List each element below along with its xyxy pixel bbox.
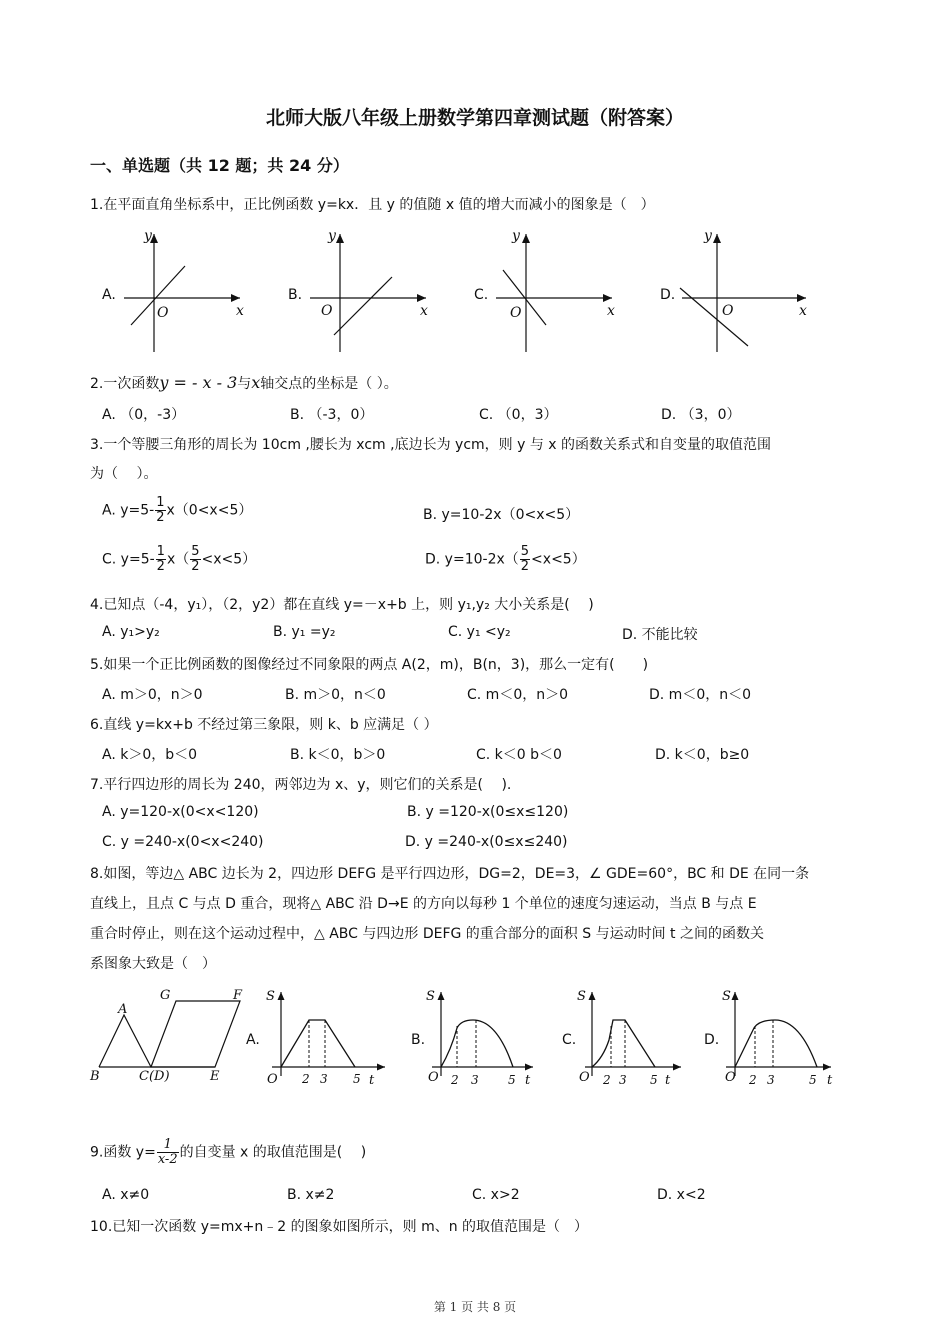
page-footer: 第 1 页 共 8 页 xyxy=(433,1300,517,1314)
fraction-denominator: x-2 xyxy=(157,1152,178,1167)
graph-a-curve xyxy=(281,1020,355,1067)
tick-2: 2 xyxy=(603,1073,611,1087)
question-9-stem xyxy=(90,1138,366,1167)
q7-option-d[interactable]: D. y =240-x(0≤x≤240) xyxy=(405,834,568,850)
origin-label: O xyxy=(510,305,522,321)
fraction-numerator: 5 xyxy=(191,544,200,559)
tick-5: 5 xyxy=(508,1073,516,1087)
tick-2: 2 xyxy=(302,1072,310,1086)
q9-option-d[interactable]: D. x<2 xyxy=(657,1187,706,1203)
fraction-five-halves xyxy=(190,545,200,574)
x-label: x xyxy=(420,303,428,319)
q4-option-b[interactable]: B. y₁ =y₂ xyxy=(273,624,336,640)
origin-label: O xyxy=(321,303,333,319)
s-t-graph-option-c xyxy=(562,989,681,1088)
graph-b-label: B. xyxy=(288,287,303,303)
q4-option-c[interactable]: C. y₁ <y₂ xyxy=(448,624,511,640)
q9-stem-part-a: 9.函数 y= xyxy=(90,1144,156,1161)
s-t-graph-option-d xyxy=(704,989,833,1088)
q2-stem-part-b: 与 xyxy=(237,376,252,392)
fraction-numerator: 5 xyxy=(520,544,530,559)
question-8-stem-line-1: 8.如图，等边△ ABC 边长为 2，四边形 DEFG 是平行四边形，DG=2，DE=3，∠ GDE=60°，BC 和 DE 在同一条 xyxy=(90,866,810,882)
s-label: S xyxy=(426,989,435,1004)
question-7-stem: 7.平行四边形的周长为 240，两邻边为 x、y，则它们的关系是( ). xyxy=(90,777,512,793)
line-graph xyxy=(680,288,748,346)
q2-stem-part-a: 2.一次函数 xyxy=(90,376,160,392)
q3-option-a[interactable] xyxy=(102,496,252,525)
y-label: y xyxy=(328,228,336,244)
x-label: x xyxy=(799,303,807,319)
q5-option-b[interactable]: B. m＞0，n＜0 xyxy=(285,687,386,703)
fraction-five-halves xyxy=(520,545,530,574)
point-f-label: F xyxy=(233,988,243,1003)
y-label: y xyxy=(512,228,520,244)
graph-c-label: C. xyxy=(562,1032,577,1048)
x-label: x xyxy=(607,303,615,319)
q3-option-d-suffix: <x<5） xyxy=(531,551,586,568)
question-8-figures xyxy=(85,980,855,1092)
graph-option-b xyxy=(288,228,428,352)
question-8-stem-line-3: 重合时停止，则在这个运动过程中，△ ABC 与四边形 DEFG 的重合部分的面积 S 与运动时间 t 之间的函数关 xyxy=(90,926,764,942)
x-label: x xyxy=(236,303,244,319)
tick-2: 2 xyxy=(749,1073,757,1087)
s-label: S xyxy=(722,989,731,1004)
q5-option-a[interactable]: A. m＞0，n＞0 xyxy=(102,687,203,703)
q3-option-c[interactable] xyxy=(102,545,256,574)
q7-option-a[interactable]: A. y=120-x(0<x<120) xyxy=(102,804,259,820)
q6-option-d[interactable]: D. k＜0，b≥0 xyxy=(655,747,750,763)
s-t-graph-option-a xyxy=(246,989,385,1088)
graph-option-a xyxy=(102,228,244,352)
question-3-stem-line-1: 3.一个等腰三角形的周长为 10cm ,腰长为 xcm ,底边长为 ycm，则 y 与 x 的函数关系式和自变量的取值范围 xyxy=(90,437,772,453)
q3-option-d-prefix: D. y=10-2x（ xyxy=(425,551,519,568)
graph-option-d xyxy=(660,228,807,352)
question-6-stem: 6.直线 y=kx+b 不经过第三象限，则 k、b 应满足（ ） xyxy=(90,717,438,733)
fraction-one-over-x-minus-2 xyxy=(157,1138,179,1167)
q7-option-b[interactable]: B. y =120-x(0≤x≤120) xyxy=(407,804,569,820)
q2-equation: y = - x - 3 xyxy=(159,373,238,392)
q6-option-a[interactable]: A. k＞0，b＜0 xyxy=(102,747,198,763)
triangle-parallelogram-figure xyxy=(89,988,243,1084)
question-3-stem-line-2: 为（ ）。 xyxy=(90,466,158,482)
q6-option-c[interactable]: C. k＜0 b＜0 xyxy=(476,747,562,763)
fraction-denominator: 2 xyxy=(156,559,165,574)
graph-b-label: B. xyxy=(411,1032,426,1048)
origin-label: O xyxy=(579,1070,590,1085)
graph-option-c xyxy=(474,228,615,352)
graph-c-label: C. xyxy=(474,287,489,303)
q3-option-a-suffix: x（0<x<5） xyxy=(166,502,253,519)
fraction-numerator: 1 xyxy=(157,1138,179,1153)
q2-option-d[interactable]: D. （3，0） xyxy=(661,407,741,423)
graph-d-curve xyxy=(735,1020,817,1067)
origin-label: O xyxy=(725,1070,736,1085)
t-label: t xyxy=(665,1073,671,1088)
fraction-denominator: 2 xyxy=(191,559,200,574)
s-label: S xyxy=(577,989,586,1004)
tick-5: 5 xyxy=(353,1072,361,1086)
graph-c-curve xyxy=(592,1020,655,1067)
question-10-stem: 10.已知一次函数 y=mx+n﹣2 的图象如图所示，则 m、n 的取值范围是（ ） xyxy=(90,1219,589,1235)
tick-3: 3 xyxy=(471,1073,479,1087)
q6-option-b[interactable]: B. k＜0，b＞0 xyxy=(290,747,386,763)
fraction-denominator: 2 xyxy=(156,510,165,525)
q3-option-d[interactable] xyxy=(425,545,586,574)
s-label: S xyxy=(266,989,275,1004)
q9-stem-part-b: 的自变量 x 的取值范围是( ) xyxy=(179,1144,367,1161)
question-8-stem-line-4: 系图象大致是（ ） xyxy=(90,956,216,972)
q9-option-c[interactable]: C. x>2 xyxy=(472,1187,520,1203)
q2-stem-part-c: 轴交点的坐标是（ ）。 xyxy=(260,376,398,392)
t-label: t xyxy=(827,1073,833,1088)
line-graph xyxy=(334,277,392,335)
parallelogram-defg xyxy=(151,1001,240,1067)
q3-option-c-suffix: <x<5） xyxy=(201,551,257,568)
fraction-one-half xyxy=(155,496,165,525)
q4-option-a[interactable]: A. y₁>y₂ xyxy=(102,624,160,640)
q3-option-c-middle: x（ xyxy=(166,551,190,568)
q9-option-b[interactable]: B. x≠2 xyxy=(287,1187,335,1203)
q2-x-axis-symbol: x xyxy=(251,373,261,392)
fraction-numerator: 1 xyxy=(156,495,165,510)
point-a-label: A xyxy=(118,1002,128,1017)
q3-option-c-prefix: C. y=5- xyxy=(102,551,155,568)
fraction-denominator: 2 xyxy=(520,559,530,574)
fraction-one-half xyxy=(156,545,166,574)
q9-option-a[interactable]: A. x≠0 xyxy=(102,1187,150,1203)
q7-option-c[interactable]: C. y =240-x(0<x<240) xyxy=(102,834,264,850)
question-8-stem-line-2: 直线上，且点 C 与点 D 重合，现将△ ABC 沿 D→E 的方向以每秒 1 个单位的速度匀速运动，当点 B 与点 E xyxy=(90,896,757,912)
q3-option-b[interactable]: B. y=10-2x（0<x<5） xyxy=(423,507,580,523)
fraction-numerator: 1 xyxy=(156,544,165,559)
point-b-label: B xyxy=(90,1069,100,1084)
tick-3: 3 xyxy=(320,1072,328,1086)
question-2-stem xyxy=(90,373,398,393)
q5-option-c[interactable]: C. m＜0，n＞0 xyxy=(467,687,569,703)
question-1-graphs xyxy=(90,222,850,358)
graph-b-curve xyxy=(441,1020,513,1067)
graph-a-label: A. xyxy=(102,287,116,303)
graph-d-label: D. xyxy=(660,287,676,303)
origin-label: O xyxy=(157,305,169,321)
origin-label: O xyxy=(267,1072,278,1087)
y-label: y xyxy=(704,228,712,244)
t-label: t xyxy=(525,1073,531,1088)
question-1-stem: 1.在平面直角坐标系中，正比例函数 y=kx．且 y 的值随 x 值的增大而减小的图象是（ ） xyxy=(90,197,655,213)
question-4-stem: 4.已知点（-4，y₁），（2，y2）都在直线 y=－x+b 上，则 y₁,y₂ 大小关系是( ) xyxy=(90,597,594,613)
tick-2: 2 xyxy=(451,1073,459,1087)
page-title: 北师大版八年级上册数学第四章测试题（附答案） xyxy=(265,107,684,129)
y-label: y xyxy=(144,228,152,244)
tick-5: 5 xyxy=(650,1073,658,1087)
point-cd-label: C(D) xyxy=(139,1069,170,1084)
s-t-graph-option-b xyxy=(411,989,533,1088)
q4-option-d[interactable]: D. 不能比较 xyxy=(622,627,698,643)
triangle-abc xyxy=(99,1015,151,1067)
tick-3: 3 xyxy=(767,1073,775,1087)
t-label: t xyxy=(369,1073,375,1088)
q2-option-c[interactable]: C. （0，3） xyxy=(479,407,558,423)
point-e-label: E xyxy=(210,1069,220,1084)
q3-option-a-prefix: A. y=5- xyxy=(102,502,155,519)
section-heading: 一、单选题（共 12 题；共 24 分） xyxy=(90,156,349,175)
graph-a-label: A. xyxy=(246,1032,260,1048)
question-5-stem: 5.如果一个正比例函数的图像经过不同象限的两点 A(2，m)，B(n，3)，那么一定有( ) xyxy=(90,657,649,673)
graph-d-label: D. xyxy=(704,1032,720,1048)
q2-option-a[interactable]: A. （0，-3） xyxy=(102,407,186,423)
origin-label: O xyxy=(722,303,734,319)
point-g-label: G xyxy=(160,988,171,1003)
q5-option-d[interactable]: D. m＜0，n＜0 xyxy=(649,687,752,703)
origin-label: O xyxy=(428,1070,439,1085)
tick-5: 5 xyxy=(809,1073,817,1087)
q2-option-b[interactable]: B. （-3，0） xyxy=(290,407,374,423)
tick-3: 3 xyxy=(619,1073,627,1087)
